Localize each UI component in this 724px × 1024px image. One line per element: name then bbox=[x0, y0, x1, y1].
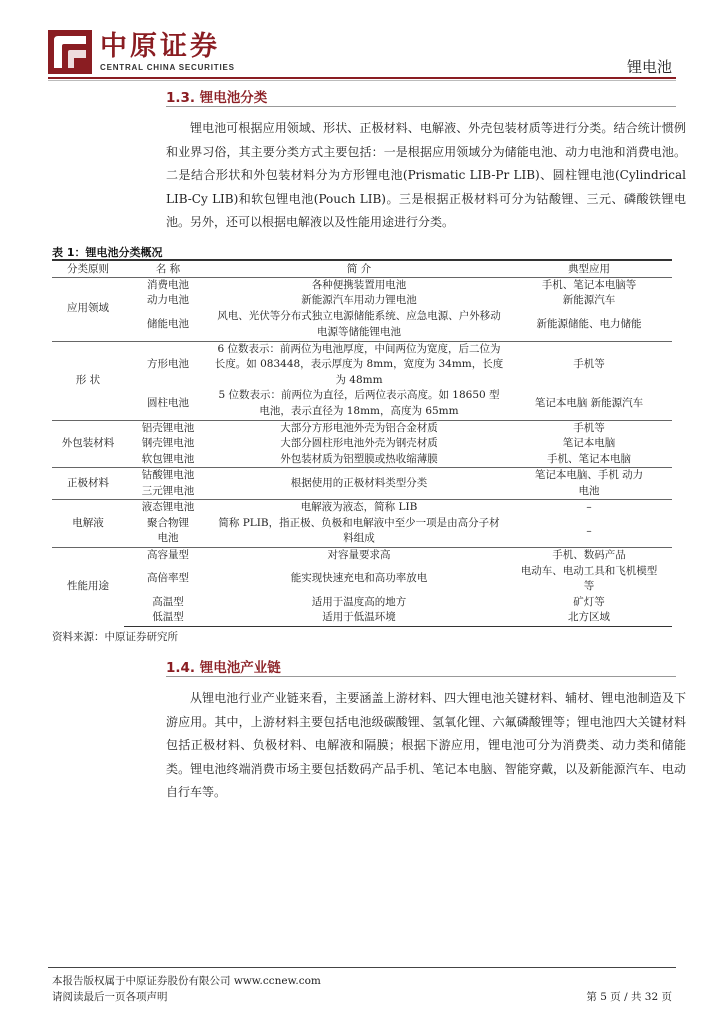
report-topic: 锂电池 bbox=[626, 58, 672, 76]
table-cell-name: 储能电池 bbox=[147, 318, 189, 330]
header-divider bbox=[48, 77, 676, 79]
table-cell-name: 高倍率型 bbox=[147, 572, 189, 585]
table-cell-name: 三元锂电池 bbox=[141, 484, 195, 497]
table-cell-name: 低温型 bbox=[124, 610, 212, 626]
table-cell-app: 手机等 bbox=[506, 420, 672, 436]
table-row bbox=[52, 293, 672, 309]
table-cell-name: 钢壳锂电池 bbox=[141, 437, 195, 449]
table-cell-name: 钴酸锂电池 bbox=[124, 468, 212, 484]
table-cell-name: 软包锂电池 bbox=[141, 452, 195, 465]
table-cell-desc: 简称 PLIB，指正极、负极和电解液中至少一项是由高分子材料组成 bbox=[218, 516, 500, 545]
table-cell-name: 铝壳锂电池 bbox=[124, 420, 212, 436]
table-cell-app: 笔记本电脑、手机 动力电池 bbox=[506, 468, 672, 500]
table-cell-principle: 正极材料 bbox=[52, 468, 124, 500]
table-cell-app: 手机等 bbox=[506, 341, 672, 388]
company-name-cn: 中原证券 bbox=[100, 31, 220, 62]
table-cell-principle: 电解液 bbox=[52, 500, 124, 548]
table-cell-desc: 适用于温度高的地方 bbox=[311, 595, 407, 608]
table-cell-name: 液态锂电池 bbox=[124, 500, 212, 516]
table-cell-app: 北方区域 bbox=[506, 610, 672, 626]
table-row bbox=[52, 452, 672, 468]
table-row bbox=[52, 277, 672, 293]
footer-copyright: 本报告版权属于中原证券股份有限公司 www.ccnew.com bbox=[52, 975, 321, 987]
section-divider-1-4 bbox=[166, 676, 676, 677]
header-divider-thin bbox=[48, 80, 676, 81]
company-logo-icon bbox=[48, 30, 92, 74]
section-divider-1-3 bbox=[166, 106, 676, 107]
page-header bbox=[0, 0, 724, 82]
table-header-row bbox=[52, 260, 672, 277]
table-row bbox=[52, 436, 672, 452]
table-header-cell: 典型应用 bbox=[506, 260, 672, 277]
table-row bbox=[52, 548, 672, 564]
table-cell-app: – bbox=[586, 524, 592, 537]
table-row bbox=[52, 468, 672, 484]
page-number: 第 5 页 / 共 32 页 bbox=[586, 991, 672, 1003]
table-row bbox=[52, 516, 672, 548]
table-cell-principle: 外包装材料 bbox=[52, 420, 124, 468]
table-cell-desc: 风电、光伏等分布式独立电源储能系统、应急电源、户外移动电源等储能锂电池 bbox=[217, 310, 501, 338]
table-cell-app: 新能源汽车 bbox=[562, 294, 616, 307]
table-cell-desc: 适用于低温环境 bbox=[212, 610, 506, 626]
footer-divider bbox=[48, 967, 676, 968]
table-cell-desc: 新能源汽车用动力锂电池 bbox=[301, 294, 417, 307]
table-row bbox=[52, 595, 672, 611]
table-header-cell: 分类原则 bbox=[52, 260, 124, 277]
table-cell-desc: 6 位数表示：前两位为电池厚度，中间两位为宽度，后二位为长度。如 083448，表示厚度为 8mm，宽度为 34mm，长度为 48mm bbox=[212, 341, 506, 388]
table-cell-app: 手机、数码产品 bbox=[506, 548, 672, 564]
table-cell-desc: 根据使用的正极材料类型分类 bbox=[212, 468, 506, 500]
table-row bbox=[52, 420, 672, 436]
table-cell-principle: 应用领域 bbox=[52, 277, 124, 341]
battery-classification-table bbox=[52, 259, 672, 627]
table-title: 表 1：锂电池分类概况 bbox=[52, 246, 163, 259]
table-source: 资料来源：中原证券研究所 bbox=[52, 631, 178, 643]
table-cell-app: 手机、笔记本电脑 bbox=[547, 452, 631, 465]
company-name-en: CENTRAL CHINA SECURITIES bbox=[100, 63, 235, 72]
section-paragraph-1-3: 锂电池可根据应用领域、形状、正极材料、电解液、外壳包装材质等进行分类。结合统计惯例和业界习俗，其主要分类方式主要包括：一是根据应用领域分为储能电池、动力电池和消费电池。二是结合形状和外包装材料分为方形锂电池(Prismatic LIB-Pr LIB)、圆柱锂电池(Cylindrical LIB-Cy LIB)和软包锂电池(Pouch LIB)。三是根据正极材料可分为钴酸锂、三元、磷酸铁锂电池。另外，还可以根据电解液以及性能用途进行分类。 bbox=[166, 121, 686, 229]
table-header-cell: 简 介 bbox=[212, 260, 506, 277]
table-cell-app: 手机、笔记本电脑等 bbox=[506, 277, 672, 293]
table-cell-app: 新能源储能、电力储能 bbox=[536, 318, 642, 330]
table-cell-desc: 外包装材质为铝塑膜或热收缩薄膜 bbox=[280, 452, 438, 465]
table-cell-desc: 5 位数表示：前两位为直径，后两位表示高度。如 18650 型电池，表示直径为 18mm，高度为 65mm bbox=[218, 389, 500, 417]
table-cell-app: 笔记本电脑 bbox=[562, 437, 616, 449]
table-cell-app: 电动车、电动工具和飞机模型等 bbox=[520, 564, 658, 592]
table-cell-name: 方形电池 bbox=[124, 341, 212, 388]
table-cell-app: 笔记本电脑 新能源汽车 bbox=[534, 397, 644, 409]
table-row bbox=[52, 610, 672, 626]
table-cell-app: – bbox=[506, 500, 672, 516]
table-row bbox=[52, 500, 672, 516]
table-row bbox=[52, 564, 672, 595]
section-paragraph-1-4: 从锂电池行业产业链来看，主要涵盖上游材料、四大锂电池关键材料、辅材、锂电池制造及下游应用。其中，上游材料主要包括电池级碳酸锂、氢氧化锂、六氟磷酸锂等；锂电池四大关键材料包括正极材料、负极材料、电解液和隔膜；根据下游应用，锂电池可分为消费类、动力类和储能类。锂电池终端消费市场主要包括数码产品手机、笔记本电脑、智能穿戴，以及新能源汽车、电动自行车等。 bbox=[166, 691, 686, 799]
table-cell-desc: 各种便携装置用电池 bbox=[212, 277, 506, 293]
table-cell-name: 聚合物锂电池 bbox=[147, 516, 189, 545]
table-cell-name: 动力电池 bbox=[147, 294, 189, 307]
table-row bbox=[52, 341, 672, 388]
footer-disclaimer: 请阅读最后一页各项声明 bbox=[52, 991, 168, 1003]
table-cell-name: 高温型 bbox=[152, 595, 184, 608]
table-cell-desc: 能实现快速充电和高功率放电 bbox=[290, 572, 428, 585]
table-cell-desc: 大部分圆柱形电池外壳为钢壳材质 bbox=[280, 437, 438, 449]
section-title-1-3: 1.3. 锂电池分类 bbox=[166, 90, 268, 106]
section-title-1-4: 1.4. 锂电池产业链 bbox=[166, 660, 281, 676]
table-cell-desc: 大部分方形电池外壳为铝合金材质 bbox=[212, 420, 506, 436]
table-row bbox=[52, 309, 672, 341]
table-cell-principle: 性能用途 bbox=[52, 548, 124, 627]
table-cell-name: 高容量型 bbox=[124, 548, 212, 564]
table-row bbox=[52, 388, 672, 420]
table-cell-desc: 对容量要求高 bbox=[212, 548, 506, 564]
table-cell-name: 消费电池 bbox=[124, 277, 212, 293]
table-cell-desc: 电解液为液态，简称 LIB bbox=[212, 500, 506, 516]
table-cell-principle: 形 状 bbox=[52, 341, 124, 420]
table-header-cell: 名 称 bbox=[124, 260, 212, 277]
table-cell-name: 圆柱电池 bbox=[147, 397, 189, 409]
table-cell-app: 矿灯等 bbox=[573, 595, 605, 608]
